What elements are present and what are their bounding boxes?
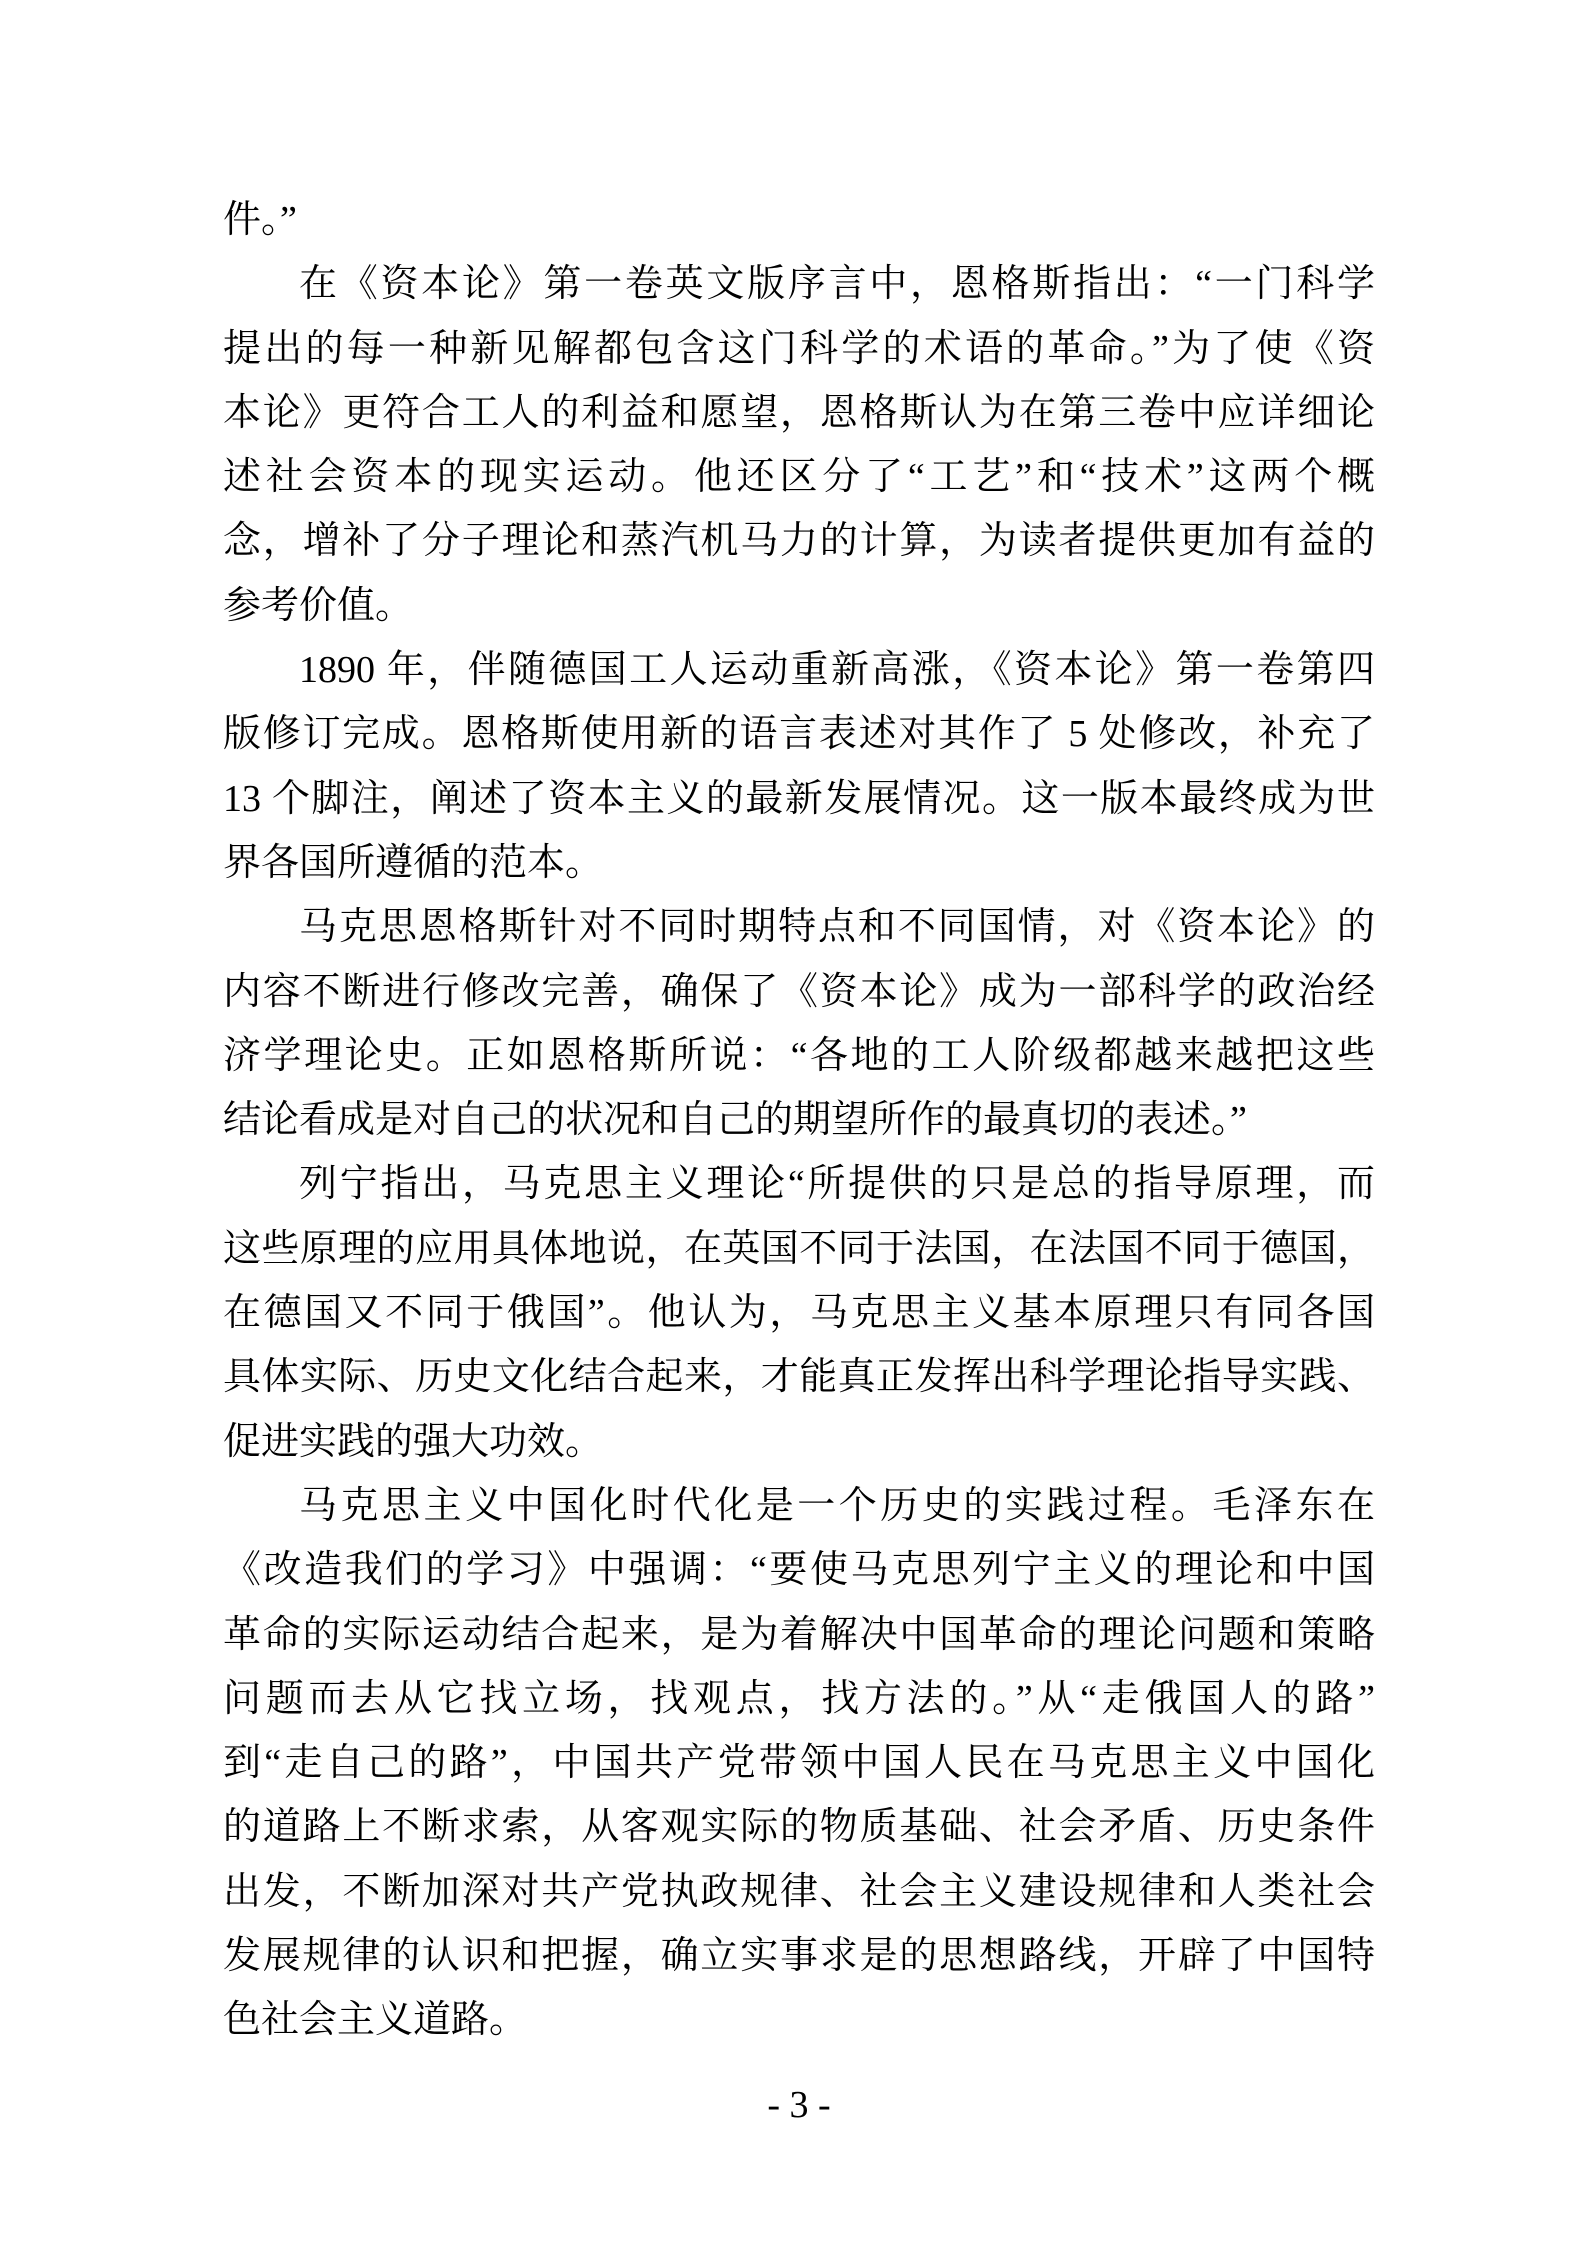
text-line: 发展规律的认识和把握，确立实事求是的思想路线，开辟了中国特 bbox=[223, 1935, 1375, 1978]
text-line: 革命的实际运动结合起来，是为着解决中国革命的理论问题和策略 bbox=[223, 1613, 1375, 1656]
text-line: 《改造我们的学习》中强调：“要使马克思列宁主义的理论和中国 bbox=[223, 1549, 1375, 1592]
text-line: 出发，不断加深对共产党执政规律、社会主义建设规律和人类社会 bbox=[223, 1870, 1375, 1913]
text-line: 版修订完成。恩格斯使用新的语言表述对其作了 5 处修改，补充了 bbox=[223, 713, 1375, 756]
text-line: 列宁指出，马克思主义理论“所提供的只是总的指导原理，而 bbox=[299, 1163, 1375, 1206]
text-line: 这些原理的应用具体地说，在英国不同于法国，在法国不同于德国， bbox=[223, 1227, 1375, 1270]
text-line: 提出的每一种新见解都包含这门科学的术语的革命。”为了使《资 bbox=[223, 327, 1375, 370]
text-line: 界各国所遵循的范本。 bbox=[223, 841, 604, 884]
text-line: 本论》更符合工人的利益和愿望，恩格斯认为在第三卷中应详细论 bbox=[223, 391, 1375, 434]
page-number: - 3 - bbox=[767, 2084, 831, 2126]
text-line: 结论看成是对自己的状况和自己的期望所作的最真切的表述。” bbox=[223, 1099, 1247, 1142]
text-line: 1890 年，伴随德国工人运动重新高涨，《资本论》第一卷第四 bbox=[299, 649, 1375, 692]
body-text bbox=[223, 188, 1375, 2053]
text-line: 13 个脚注，阐述了资本主义的最新发展情况。这一版本最终成为世 bbox=[223, 777, 1375, 820]
text-line: 马克思主义中国化时代化是一个历史的实践过程。毛泽东在 bbox=[299, 1484, 1375, 1527]
text-line: 在《资本论》第一卷英文版序言中，恩格斯指出：“一门科学 bbox=[299, 263, 1375, 306]
text-line: 到“走自己的路”，中国共产党带领中国人民在马克思主义中国化 bbox=[223, 1742, 1375, 1785]
text-line: 的道路上不断求索，从客观实际的物质基础、社会矛盾、历史条件 bbox=[223, 1806, 1375, 1849]
text-line: 具体实际、历史文化结合起来，才能真正发挥出科学理论指导实践、 bbox=[223, 1356, 1375, 1399]
text-line: 马克思恩格斯针对不同时期特点和不同国情，对《资本论》的 bbox=[299, 906, 1375, 949]
text-line: 济学理论史。正如恩格斯所说：“各地的工人阶级都越来越把这些 bbox=[223, 1034, 1375, 1077]
text-line: 色社会主义道路。 bbox=[223, 1999, 528, 2042]
text-line: 参考价值。 bbox=[223, 584, 414, 627]
text-line: 念，增补了分子理论和蒸汽机马力的计算，为读者提供更加有益的 bbox=[223, 520, 1375, 563]
text-line: 件。” bbox=[223, 199, 297, 241]
text-line: 述社会资本的现实运动。他还区分了“工艺”和“技术”这两个概 bbox=[223, 456, 1375, 499]
text-line: 问题而去从它找立场，找观点，找方法的。”从“走俄国人的路” bbox=[223, 1677, 1375, 1720]
text-line: 在德国又不同于俄国”。他认为，马克思主义基本原理只有同各国 bbox=[223, 1292, 1375, 1335]
text-line: 内容不断进行修改完善，确保了《资本论》成为一部科学的政治经 bbox=[223, 970, 1375, 1013]
text-line: 促进实践的强大功效。 bbox=[223, 1420, 604, 1463]
